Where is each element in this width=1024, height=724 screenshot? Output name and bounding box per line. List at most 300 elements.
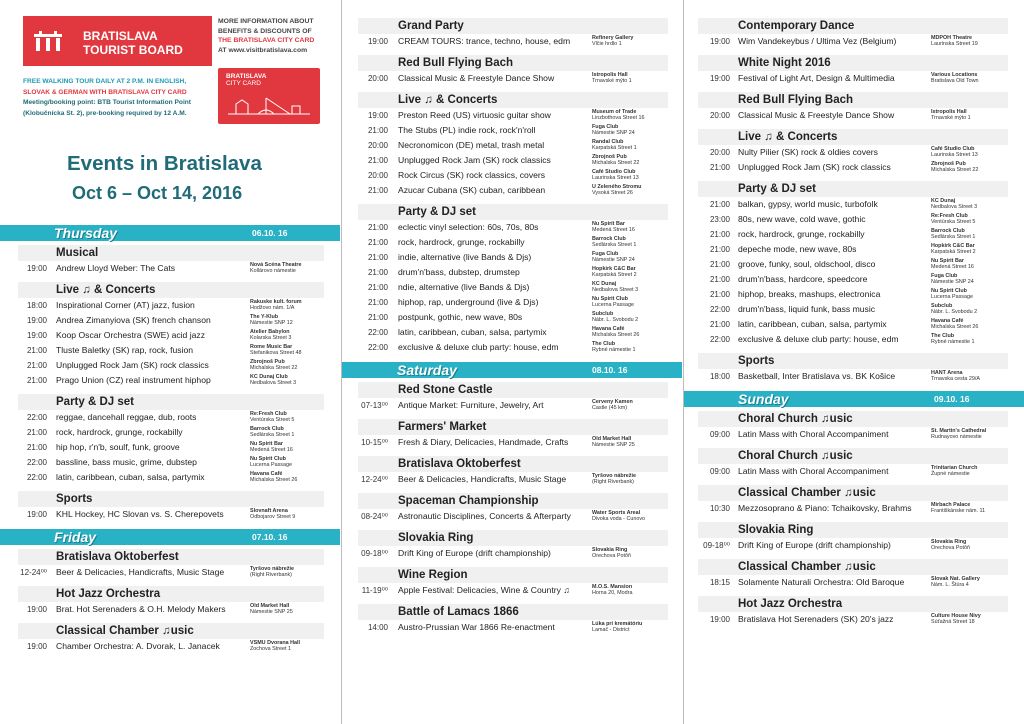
event-row[interactable] — [0, 470, 340, 485]
event-description: Tluste Baletky (SK) rap, rock, fusion — [56, 345, 194, 355]
event-time: 22:00 — [367, 328, 388, 337]
event-row[interactable] — [0, 410, 340, 425]
event-venue — [592, 282, 638, 293]
event-description: Unplugged Rock Jam (SK) rock classics — [738, 162, 891, 172]
event-row[interactable] — [0, 507, 340, 522]
event-venue — [250, 360, 297, 371]
venue-address: Ventúrska Street 5 — [250, 416, 295, 423]
event-row[interactable] — [684, 197, 1024, 212]
event-row[interactable] — [342, 220, 682, 235]
event-time: 20:00 — [367, 141, 388, 150]
event-description: Latin Mass with Choral Accompaniment — [738, 429, 889, 439]
category-header: Live ♫ & Concerts — [18, 282, 324, 298]
brand-line-2: TOURIST BOARD — [83, 43, 183, 57]
venue-address: Nábr. L. Svobodu 2 — [931, 308, 978, 315]
venue-name: Nu Spirit Bar — [250, 441, 283, 447]
event-description: Fresh & Diary, Delicacies, Handmade, Crafts — [398, 437, 569, 447]
venue-address: Odbojarov Street 9 — [250, 513, 296, 520]
event-description: CREAM TOURS: trance, techno, house, edm — [398, 36, 571, 46]
event-row[interactable] — [0, 602, 340, 617]
day-name: Friday — [54, 529, 97, 545]
venue-name: Café Studio Club — [931, 146, 975, 152]
event-row[interactable] — [342, 295, 682, 310]
event-venue — [592, 185, 641, 196]
venue-name: Rome Music Bar — [250, 344, 293, 350]
event-venue — [592, 237, 636, 248]
venue-name: Old Market Hall — [592, 436, 632, 442]
event-time: 10:30 — [709, 504, 730, 513]
event-description: drum'n'bass, liquid funk, bass music — [738, 304, 876, 314]
venue-name: Zbrojnoš Pub — [250, 359, 285, 365]
event-venue — [931, 371, 980, 382]
event-row[interactable] — [684, 145, 1024, 160]
event-venue — [931, 229, 975, 240]
event-row[interactable] — [684, 501, 1024, 516]
event-description: Necronomicon (DE) metal, trash metal — [398, 140, 545, 150]
venue-name: Rakuske kult. forum — [250, 299, 302, 305]
venue-address: Michalska Street 26 — [592, 331, 640, 338]
event-time: 23:00 — [709, 215, 730, 224]
category-header: Farmers' Market — [358, 419, 668, 435]
venue-name: Nu Spirit Club — [592, 296, 628, 302]
category-header: Contemporary Dance — [698, 18, 1008, 34]
event-row[interactable] — [0, 328, 340, 343]
event-description: Wim Vandekeybus / Ultima Vez (Belgium) — [738, 36, 897, 46]
column-3-events — [684, 18, 1024, 627]
event-time: 19:00 — [709, 74, 730, 83]
category-header: Hot Jazz Orchestra — [18, 586, 324, 602]
event-row[interactable] — [684, 427, 1024, 442]
event-venue — [931, 540, 970, 551]
day-band — [342, 362, 682, 378]
venue-name: Zbrojnoš Pub — [592, 154, 627, 160]
venue-address: Námestie SNP 24 — [592, 129, 635, 136]
event-venue — [592, 585, 632, 596]
venue-address: Michalska Street 22 — [592, 159, 640, 166]
event-time: 09-18⁰⁰ — [361, 549, 388, 558]
event-time: 19:00 — [367, 111, 388, 120]
event-row[interactable] — [684, 317, 1024, 332]
event-time: 21:00 — [709, 260, 730, 269]
event-row[interactable] — [684, 257, 1024, 272]
event-row[interactable] — [342, 546, 682, 561]
event-venue — [250, 457, 292, 468]
venue-address: Vlčie hrdlo 1 — [592, 40, 622, 47]
city-card-image — [218, 68, 320, 124]
venue-name: KC Dunaj — [592, 281, 617, 287]
event-row[interactable] — [684, 464, 1024, 479]
event-row[interactable] — [684, 612, 1024, 627]
info-line: Meeting/booking point: BTB Tourist Information Point — [23, 99, 191, 106]
event-time: 21:00 — [367, 298, 388, 307]
event-venue — [931, 147, 978, 158]
event-row[interactable] — [342, 620, 682, 635]
event-row[interactable] — [0, 440, 340, 455]
venue-address: Nedbalova Street 3 — [931, 203, 978, 210]
event-time: 21:00 — [26, 428, 47, 437]
event-venue — [250, 427, 294, 438]
event-row[interactable] — [684, 369, 1024, 384]
category-header: Grand Party — [358, 18, 668, 34]
venue-name: The Club — [931, 333, 955, 339]
venue-address: Nám. L. Štúra 4 — [931, 581, 969, 588]
venue-address: Castle (45 km) — [592, 404, 628, 411]
column-3 — [684, 0, 1024, 724]
category-header: Choral Church ♫usic — [698, 411, 1008, 427]
event-description: hiphop, rap, underground (live & Djs) — [398, 297, 539, 307]
event-venue — [592, 110, 644, 121]
venue-address: Kollárovo námestie — [250, 267, 296, 274]
venue-address: Sedlárska Street 1 — [931, 233, 976, 240]
event-row[interactable] — [0, 343, 340, 358]
event-description: Antique Market: Furniture, Jewelry, Art — [398, 400, 544, 410]
venue-name: Museum of Trade — [592, 109, 637, 115]
venue-address: Trnavské mýto 1 — [931, 114, 971, 121]
category-header: Red Bull Flying Bach — [698, 92, 1008, 108]
category-header: Red Bull Flying Bach — [358, 55, 668, 71]
event-time: 19:00 — [26, 331, 47, 340]
event-description: KHL Hockey, HC Slovan vs. S. Cherepovets — [56, 509, 224, 519]
venue-name: Atelier Babylon — [250, 329, 290, 335]
event-venue — [931, 503, 985, 514]
venue-name: Refinery Gallery — [592, 35, 634, 41]
event-row[interactable] — [684, 227, 1024, 242]
event-time: 19:00 — [26, 316, 47, 325]
venue-address: Nábr. L. Svobodu 2 — [592, 316, 639, 323]
event-venue — [250, 345, 302, 356]
event-row[interactable] — [342, 280, 682, 295]
info-line: BENEFITS & DISCOUNTS OF — [218, 27, 312, 35]
event-row[interactable] — [0, 455, 340, 470]
event-row[interactable] — [684, 242, 1024, 257]
category-header: Classical Chamber ♫usic — [698, 559, 1008, 575]
event-description: Basketball, Inter Bratislava vs. BK Košice — [738, 371, 896, 381]
venue-name: KC Dunaj Club — [250, 374, 288, 380]
event-description: Austro-Prussian War 1866 Re-enactment — [398, 622, 555, 632]
event-row[interactable] — [342, 265, 682, 280]
venue-address: Hodžovo nám. 1/A — [250, 304, 295, 311]
event-description: groove, funky, soul, oldschool, disco — [738, 259, 876, 269]
venue-name: Nu Spirit Bar — [931, 258, 964, 264]
event-description: hiphop, breaks, mashups, electronica — [738, 289, 881, 299]
venue-name: Nová Scéna Theatre — [250, 262, 302, 268]
venue-name: Slovak Nat. Gallery — [931, 576, 980, 582]
event-time: 21:00 — [709, 200, 730, 209]
event-time: 21:00 — [367, 253, 388, 262]
event-time: 12-24⁰⁰ — [20, 568, 47, 577]
event-time: 21:00 — [26, 361, 47, 370]
event-time: 21:00 — [709, 275, 730, 284]
event-description: Latin Mass with Choral Accompaniment — [738, 466, 889, 476]
event-time: 20:00 — [709, 148, 730, 157]
event-row[interactable] — [684, 575, 1024, 590]
event-venue — [250, 567, 294, 578]
venue-name: The Y-Klub — [250, 314, 279, 320]
event-venue — [931, 334, 974, 345]
date-range: Oct 6 – Oct 14, 2016 — [72, 183, 243, 203]
event-time: 07-13⁰⁰ — [361, 401, 388, 410]
event-venue — [592, 155, 639, 166]
event-description: drum'n'bass, dubstep, drumstep — [398, 267, 520, 277]
venue-name: Nu Spirit Bar — [592, 221, 625, 227]
event-row[interactable] — [684, 272, 1024, 287]
info-line: (Klobučnícka St. 2), pre-booking required by 12 A.M. — [23, 109, 187, 117]
venue-name: KC Dunaj — [931, 198, 956, 204]
venue-name: Nu Spirit Club — [250, 456, 286, 462]
event-venue — [592, 437, 635, 448]
event-venue — [592, 222, 635, 233]
event-venue — [592, 297, 634, 308]
info-line[interactable]: AT www.visitbratislava.com — [218, 46, 308, 54]
event-time: 22:00 — [367, 343, 388, 352]
event-row[interactable] — [342, 340, 682, 355]
day-name: Saturday — [397, 362, 457, 378]
event-venue — [592, 312, 638, 323]
venue-address: Lucerna Passage — [250, 461, 292, 468]
venue-name: Lúka pri kremátóriu — [592, 621, 643, 627]
event-time: 20:00 — [367, 171, 388, 180]
venue-name: Tyršovo nábrežie — [592, 473, 636, 479]
event-venue — [592, 474, 636, 485]
event-time: 11-19⁰⁰ — [361, 586, 388, 595]
event-venue — [250, 604, 293, 615]
event-time: 19:00 — [26, 605, 47, 614]
venue-name: Barrock Club — [250, 426, 284, 432]
venue-address: Laurinska Street 19 — [931, 40, 978, 47]
event-row[interactable] — [342, 398, 682, 413]
event-venue — [592, 511, 645, 522]
venue-name: Nu Spirit Club — [931, 288, 967, 294]
event-time: 21:00 — [26, 346, 47, 355]
event-description: Nulty Pilier (SK) rock & oldies covers — [738, 147, 878, 157]
venue-address: Zochova Street 1 — [250, 645, 292, 652]
event-row[interactable] — [342, 168, 682, 183]
event-row[interactable] — [684, 108, 1024, 123]
venue-address: Michalska Street 26 — [250, 476, 298, 483]
event-venue — [931, 259, 974, 270]
venue-address: Námestie SNP 25 — [592, 441, 635, 448]
venue-name: U Zeleného Stromu — [592, 184, 642, 190]
event-description: Chamber Orchestra: A. Dvorak, L. Janacek — [56, 641, 220, 651]
event-description: Koop Oscar Orchestra (SWE) acid jazz — [56, 330, 206, 340]
event-description: Unplugged Rock Jam (SK) rock classics — [56, 360, 209, 370]
card-label-1: BRATISLAVA — [226, 73, 267, 80]
event-description: exclusive & deluxe club party: house, edm — [398, 342, 559, 352]
event-row[interactable] — [342, 153, 682, 168]
event-row[interactable] — [684, 71, 1024, 86]
event-description: rock, hardrock, grunge, rockabilly — [738, 229, 865, 239]
event-venue — [250, 472, 297, 483]
event-time: 19:00 — [709, 615, 730, 624]
venue-address: Bratislava Old Town — [931, 77, 979, 84]
event-row[interactable] — [0, 261, 340, 276]
event-row[interactable] — [342, 138, 682, 153]
event-row[interactable] — [342, 183, 682, 198]
event-time: 21:00 — [367, 156, 388, 165]
day-name: Thursday — [54, 225, 118, 241]
venue-name: Randal Club — [592, 139, 624, 145]
event-row[interactable] — [342, 472, 682, 487]
event-row[interactable] — [0, 565, 340, 580]
event-row[interactable] — [342, 123, 682, 138]
event-row[interactable] — [342, 435, 682, 450]
event-row[interactable] — [684, 287, 1024, 302]
day-date: 07.10. 16 — [252, 532, 288, 542]
venue-name: St. Martin's Cathedral — [931, 428, 987, 434]
category-header: Live ♫ & Concerts — [698, 129, 1008, 145]
event-venue — [250, 375, 296, 386]
venue-name: M.O.S. Mansion — [592, 584, 633, 590]
event-row[interactable] — [342, 235, 682, 250]
event-description: drum'n'bass, hardcore, speedcore — [738, 274, 868, 284]
event-venue — [592, 327, 639, 338]
event-description: Classical Music & Freestyle Dance Show — [738, 110, 895, 120]
event-row[interactable] — [342, 509, 682, 524]
event-row[interactable] — [342, 583, 682, 598]
event-description: hip hop, r'n'b, soulf, funk, groove — [56, 442, 180, 452]
event-venue — [250, 412, 294, 423]
event-description: Brat. Hot Serenaders & O.H. Melody Makers — [56, 604, 226, 614]
venue-address: Medená Street 16 — [250, 446, 293, 453]
event-description: Andrea Zimanyiova (SK) french chanson — [56, 315, 211, 325]
venue-name: Havana Café — [931, 318, 964, 324]
event-description: Bratislava Hot Serenaders (SK) 20's jazz — [738, 614, 894, 624]
event-venue — [592, 140, 637, 151]
column-1 — [0, 0, 340, 724]
category-header: Red Stone Castle — [358, 382, 668, 398]
event-venue — [592, 548, 631, 559]
venue-address: Rudnayovo námestie — [931, 433, 982, 440]
event-venue — [250, 442, 293, 453]
category-header: Live ♫ & Concerts — [358, 92, 668, 108]
event-description: latin, caribbean, cuban, salsa, partymix — [738, 319, 887, 329]
skyline-icon — [226, 94, 312, 118]
event-venue — [592, 170, 639, 181]
event-time: 21:00 — [709, 290, 730, 299]
event-row[interactable] — [684, 302, 1024, 317]
event-row[interactable] — [684, 332, 1024, 347]
event-row[interactable] — [342, 34, 682, 49]
venue-name: Fuga Club — [931, 273, 958, 279]
event-row[interactable] — [342, 310, 682, 325]
card-label-2: CITY CARD — [226, 80, 261, 87]
venue-address: Karpatská Street 2 — [931, 248, 976, 255]
venue-address: Michalska Street 22 — [931, 166, 979, 173]
event-venue — [931, 36, 978, 47]
category-header: Party & DJ set — [18, 394, 324, 410]
info-line: THE BRATISLAVA CITY CARD — [218, 37, 315, 44]
event-row[interactable] — [684, 34, 1024, 49]
category-header: Sports — [698, 353, 1008, 369]
venue-name: Istropolis Hall — [592, 72, 628, 78]
event-time: 21:00 — [367, 223, 388, 232]
event-row[interactable] — [0, 639, 340, 654]
event-time: 19:00 — [26, 510, 47, 519]
event-row[interactable] — [0, 298, 340, 313]
event-time: 20:00 — [367, 74, 388, 83]
event-row[interactable] — [684, 538, 1024, 553]
category-header: Choral Church ♫usic — [698, 448, 1008, 464]
category-header: Party & DJ set — [698, 181, 1008, 197]
event-time: 21:00 — [709, 163, 730, 172]
venue-name: Istropolis Hall — [931, 109, 967, 115]
event-time: 21:00 — [26, 376, 47, 385]
venue-address: Michalska Street 22 — [250, 364, 298, 371]
event-row[interactable] — [342, 108, 682, 123]
walking-tour-info — [23, 77, 191, 119]
event-time: 22:00 — [709, 335, 730, 344]
event-row[interactable] — [0, 425, 340, 440]
event-description: indie, alternative (live Bands & Djs) — [398, 252, 532, 262]
tourist-board-logo[interactable] — [23, 16, 212, 66]
event-row[interactable] — [342, 71, 682, 86]
venue-address: Laurinska Street 13 — [592, 174, 639, 181]
event-description: Beer & Delicacies, Handicrafts, Music Stage — [398, 474, 567, 484]
event-venue — [931, 429, 986, 440]
event-time: 21:00 — [709, 245, 730, 254]
event-row[interactable] — [684, 212, 1024, 227]
venue-name: Slovakia Ring — [931, 539, 967, 545]
event-venue — [592, 36, 633, 47]
event-row[interactable] — [342, 325, 682, 340]
event-time: 21:00 — [367, 268, 388, 277]
event-time: 21:00 — [367, 313, 388, 322]
event-description: Festival of Light Art, Design & Multimedia — [738, 73, 895, 83]
category-header: White Night 2016 — [698, 55, 1008, 71]
venue-address: Lucerna Passage — [931, 293, 973, 300]
event-row[interactable] — [0, 313, 340, 328]
venue-name: Zbrojnoš Pub — [931, 161, 966, 167]
event-venue — [592, 342, 635, 353]
event-description: Inspirational Corner (AT) jazz, fusion — [56, 300, 195, 310]
venue-address: Rybné námestie 1 — [931, 338, 975, 345]
event-description: Rock Circus (SK) rock classics, covers — [398, 170, 546, 180]
venue-name: MDPOH Theatre — [931, 35, 973, 41]
city-card-info — [218, 17, 314, 55]
column-2 — [342, 0, 682, 724]
event-description: latin, caribbean, cuban, salsa, partymix — [398, 327, 547, 337]
event-row[interactable] — [0, 358, 340, 373]
event-description: Drift King of Europe (drift championship) — [398, 548, 551, 558]
venue-address: Laurinska Street 13 — [931, 151, 978, 158]
event-description: ndie, alternative (live Bands & Djs) — [398, 282, 530, 292]
venue-name: Slovakia Ring — [592, 547, 628, 553]
event-description: bassline, bass music, grime, dubstep — [56, 457, 197, 467]
venue-name: Hopkirk C&C Bar — [592, 266, 636, 272]
venue-address: Trnavské mýto 1 — [592, 77, 632, 84]
venue-address: Karpatská Street 2 — [592, 271, 637, 278]
event-venue — [250, 315, 293, 326]
event-venue — [931, 162, 978, 173]
event-row[interactable] — [0, 373, 340, 388]
event-description: exclusive & deluxe club party: house, edm — [738, 334, 899, 344]
day-date: 09.10. 16 — [934, 394, 970, 404]
tourist-board-logo-icon — [33, 30, 63, 52]
event-row[interactable] — [342, 250, 682, 265]
event-description: rock, hardrock, grunge, rockabilly — [56, 427, 183, 437]
event-time: 08-24⁰⁰ — [361, 512, 388, 521]
venue-address: Súťažná Street 18 — [931, 618, 975, 625]
event-row[interactable] — [684, 160, 1024, 175]
event-time: 09:00 — [709, 467, 730, 476]
event-venue — [250, 263, 302, 274]
venue-name: Hopkirk C&C Bar — [931, 243, 975, 249]
venue-address: (Right Riverbank) — [592, 478, 634, 485]
venue-name: Water Sports Areal — [592, 510, 641, 516]
venue-address: Námestie SNP 25 — [250, 608, 293, 615]
event-time: 19:00 — [709, 37, 730, 46]
venue-address: Trnavska cesta 29/A — [931, 375, 980, 382]
